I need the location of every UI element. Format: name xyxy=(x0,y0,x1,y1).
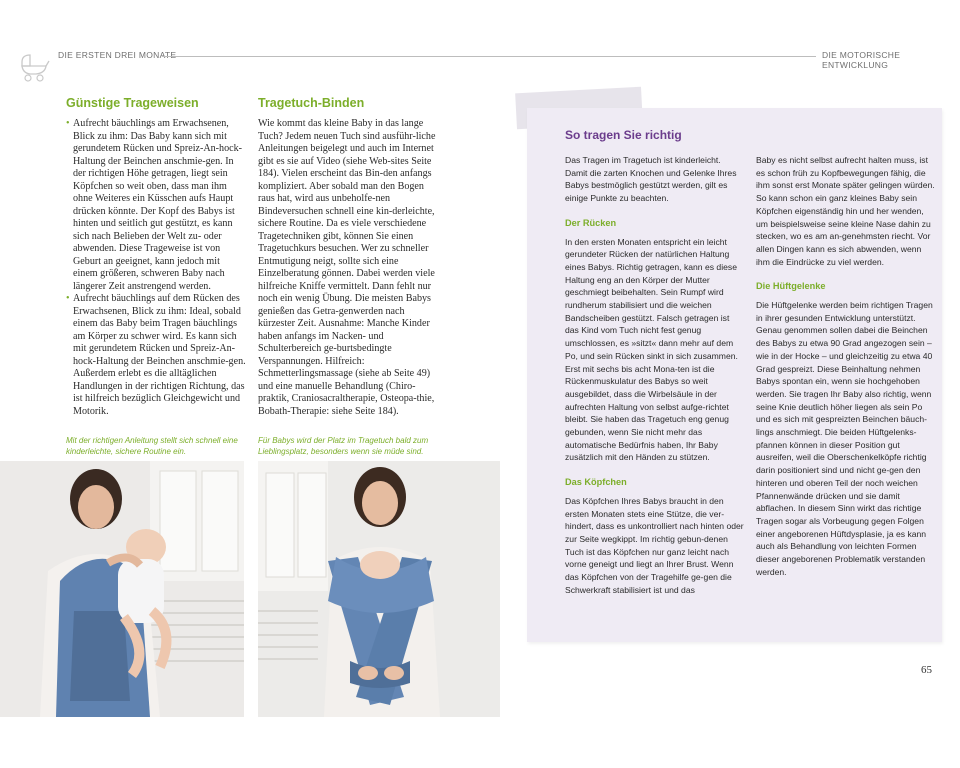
photo-mother-baby-front-carry xyxy=(0,461,244,717)
body-text: Wie kommt das kleine Baby in das lange Tuch? Jedem neuen Tuch sind ausführ-liche Anleitungen beigelegt und auch im Internet gibt es sie auf Video (siehe Web-sites Seite 184). Vielen erscheint das Bin-den anfangs kompliziert. Aber sobald man den Bogen raus hat, wird aus unbeholfe-nen Bindeversuchen schnell eine kin-derleichte, sichere Routine. Da es viele verschiedene Tragetechniken gibt, können Sie einen Tragetuchkurs besuchen. Wer zu schneller Entmutigung neigt, sollte sich eine Einzelberatung gönnen. Dabei werden viele hilfreiche Kniffe vermittelt. Dann fehlt nur noch ein wenig Übung. Die meisten Babys genießen das Getra-genwerden nach kürzester Zeit. Ausnahme: Manche Kinder haben anfangs im Nacken- und Schulterbereich ge-burtsbedingte Verspannungen. Hilfreich: Schmetterlingsmassage (siehe ab Seite 49) und eine manuelle Behandlung (Chiro-praktik, Craniosacraltherapie, Osteopa-thie, Bobath-Therapie: siehe Seite 184). xyxy=(258,118,436,417)
running-header-left: DIE ERSTEN DREI MONATE xyxy=(58,50,177,60)
header-rule xyxy=(162,56,816,57)
list-item: • Aufrecht bäuchlings auf dem Rücken des Erwachsenen, Blick zu ihm: Ideal, sobald einem das Baby beim Tragen bäuchlings am Körper zu schwer wird. Es kann sich mit gerundetem Rücken und Spreiz-An-hock-Haltung der Beinchen anschmie-gen. Außerdem erlebt es die alltäglichen Handlungen in der richtigen Richtung, das ist hilfreich bezüglich Gleichgewicht und Motorik. xyxy=(66,293,246,418)
photo-caption-left: Mit der richtigen Anleitung stellt sich schnell eine kinderleichte, sichere Routine ein. xyxy=(66,436,238,456)
subheading-hueftgelenke: Die Hüftgelenke xyxy=(756,281,826,292)
paragraph-koepfchen-continued: Baby es nicht selbst aufrecht halten muss, ist es schon früh zu Kopfbewegungen fähig, die ihm sonst erst Monate später gelingen würden. So kann schon ein ganz kleines Baby sein Köpfchen eigenständig hin und her wenden, um beispielsweise seine kleine Nase dahin zu stecken, wo es am an-genehmsten riecht. Vor allen Dingen kann es sich abwenden, wenn ihm die Eindrücke zu viel werden. xyxy=(756,155,935,267)
column-tragetuch-binden xyxy=(258,96,438,418)
running-header-right: DIE MOTORISCHE ENTWICKLUNG xyxy=(822,50,901,70)
box-column-left xyxy=(565,154,745,597)
box-intro: Das Tragen im Tragetuch ist kinderleicht. Damit die zarten Knochen und Gelenke Ihres Babys bestmöglich gestützt werden, gilt es einige Punkte zu beachten. xyxy=(565,155,737,204)
bullet-list xyxy=(66,118,246,418)
box-title: So tragen Sie richtig xyxy=(565,128,682,142)
paragraph-ruecken: In den ersten Monaten entspricht ein leicht gerundeter Rücken der natürlichen Haltung eines Babys. Richtig getragen, kann es diese Haltung eng an den Körper der Mutter geschmiegt beibehalten. Sein Rumpf wird rundherum stabilisiert und die weichen Bandscheiben gestützt. Falsch getragen ist das Kind vom Tuch nicht fest genug umschlossen, es »sitzt« dann mehr auf dem Po, und sein Rücken sinkt in sich zusammen. Erst mit sechs bis acht Mona-ten ist die Rückenmuskulatur des Babys so weit ausgebildet, dass die Wirbelsäule in der aufrechten Haltung von selbst aufge-richtet bleibt. Sie haben das Tragetuch eng genug gebunden, wenn Sie nicht mehr das automatische Bedürfnis haben, Ihr Baby zusätzlich mit den Händen zu stützen. xyxy=(565,236,738,463)
box-column-right xyxy=(756,154,936,579)
paragraph-hueftgelenke: Die Hüftgelenke werden beim richtigen Tragen in ihrer gesunden Entwicklung unterstützt. Genau genommen sollen dabei die Beinchen des Babys zu etwa 90 Grad angezogen sein – wie in der Hocke – und gleichzeitig zu etwa 40 Grad gespreizt. Diese Beinhaltung nehmen Babys spontan ein, wenn sie hochgehoben werden. Sie tragen Ihr Baby also richtig, wenn seine Knie deutlich höher liegen als sein Po und es sich mit gespreizten Beinchen bäuch-lings anschmiegt. Die beiden Hüftgelenks-pfannen können in dieser Position gut ausreifen, weil die Oberschenkelköpfe richtig darin positioniert sind und nicht ge-gen den hinteren und oberen Teil der noch weichen Pfannenwände drücken und sie damit abflachen. In diesem Sinn wirkt das richtige Tragen sogar als Vorbeugung gegen Folgen einer angeborenen Hüftdysplasie, ja es kann auch als Behandlung von leichten Formen dieser angeborenen Problematik verstanden werden. xyxy=(756,300,933,577)
subheading-koepfchen: Das Köpfchen xyxy=(565,477,627,488)
photo-caption-right: Für Babys wird der Platz im Tragetuch bald zum Lieblingsplatz, besonders wenn sie müde sind. xyxy=(258,436,429,456)
paragraph-koepfchen: Das Köpfchen Ihres Babys braucht in den ersten Monaten stets eine Stütze, die ver-hindert, dass es unkontrolliert nach hinten oder zur Seite wegkippt. Im richtig gebun-denen Tuch ist das Köpfchen nur ganz leicht nach vorne geneigt und liegt an Ihrer Brust. Wenn das Köpfchen von der Tragehilfe ge-gen die Schwerkraft stabilisiert ist und das xyxy=(565,495,744,595)
list-item: • Aufrecht bäuchlings am Erwachsenen, Blick zu ihm: Das Baby kann sich mit gerundetem Rücken und Spreiz-An-hock-Haltung der Beinchen anschmie-gen. In der richtigen Höhe getragen, liegt sein Köpfchen so weit oben, dass man ihm ohne Weiteres ein Küsschen aufs Haupt drücken könnte. Der Kopf des Babys ist hinten und seitlich gut gestützt, es kann sich nach Belieben der Welt zu- oder abwenden. Diese Trageweise ist von Geburt an geeignet, kann jedoch mit einem größeren, schweren Baby nach längerer Zeit anstrengend werden. xyxy=(66,118,246,293)
section-title-trageweisen: Günstige Trageweisen xyxy=(66,96,199,110)
subheading-ruecken: Der Rücken xyxy=(565,217,617,228)
column-trageweisen xyxy=(66,96,246,418)
info-box-so-tragen-sie-richtig xyxy=(527,108,942,642)
section-title-tragetuch-binden: Tragetuch-Binden xyxy=(258,96,365,110)
page-number: 65 xyxy=(921,664,932,676)
photo-mother-tying-sling xyxy=(258,461,500,717)
baby-carriage-icon xyxy=(18,52,52,82)
